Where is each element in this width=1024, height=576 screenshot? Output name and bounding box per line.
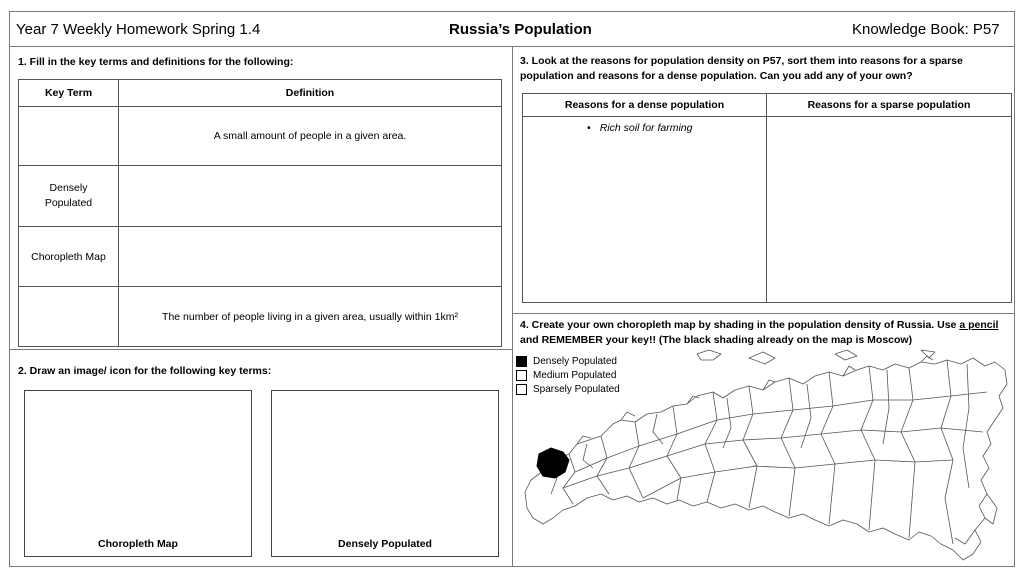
knowledge-book-ref: Knowledge Book: P57 [852, 21, 1000, 38]
center-divider [512, 46, 513, 567]
list-item: • Rich soil for farming [523, 117, 766, 134]
page-title: Russia’s Population [449, 21, 592, 38]
legend-label: Sparsely Populated [533, 384, 620, 395]
table-row [19, 287, 502, 347]
question-4-text: 4. Create your own choropleth map by shading in the population density of Russia. Use [520, 319, 960, 331]
dense-reasons-header: Reasons for a dense population [523, 94, 767, 117]
term-cell[interactable]: Choropleth Map [19, 227, 119, 287]
term-cell[interactable] [19, 166, 119, 227]
russia-outline-map-icon[interactable] [517, 348, 1011, 564]
table-row [19, 166, 502, 227]
sparse-reasons-cell[interactable] [767, 117, 1012, 303]
draw-box-choropleth[interactable] [24, 390, 252, 557]
draw-box-densely-populated[interactable] [271, 390, 499, 557]
draw-box-label: Densely Populated [338, 538, 432, 550]
reasons-table [522, 93, 1012, 303]
term-text: Densely Populated [44, 182, 93, 209]
dense-reasons-cell[interactable] [523, 117, 767, 303]
definition-cell[interactable]: A small amount of people in a given area. [119, 107, 502, 166]
question-3: 3. Look at the reasons for population density on P57, sort them into reasons for a sparse population and reasons for a dense population. Can you add any of your own? [520, 55, 963, 82]
question-1: 1. Fill in the key terms and definitions for the following: [18, 56, 294, 68]
definition-cell[interactable]: The number of people living in a given area, usually within 1km² [119, 287, 502, 347]
key-term-header: Key Term [19, 80, 119, 107]
legend-label: Densely Populated [533, 356, 617, 367]
table-row [19, 107, 502, 166]
definition-header: Definition [119, 80, 502, 107]
term-cell[interactable] [19, 107, 119, 166]
right-section-divider [512, 313, 1015, 314]
key-terms-table [18, 79, 502, 347]
legend-label: Medium Populated [533, 370, 617, 381]
question-4 [520, 318, 1010, 348]
question-2: 2. Draw an image/ icon for the following key terms: [18, 365, 272, 377]
term-cell[interactable] [19, 287, 119, 347]
table-row [19, 227, 502, 287]
question-4-underlined: a pencil [959, 319, 999, 331]
moscow-region [537, 448, 569, 478]
left-section-divider [9, 349, 512, 350]
sparse-reasons-header: Reasons for a sparse population [767, 94, 1012, 117]
homework-title: Year 7 Weekly Homework Spring 1.4 [16, 21, 261, 38]
draw-box-label: Choropleth Map [98, 538, 178, 550]
definition-cell[interactable] [119, 166, 502, 227]
question-4-text-end: and REMEMBER your key!! (The black shading already on the map is Moscow) [520, 334, 913, 346]
definition-cell[interactable] [119, 227, 502, 287]
